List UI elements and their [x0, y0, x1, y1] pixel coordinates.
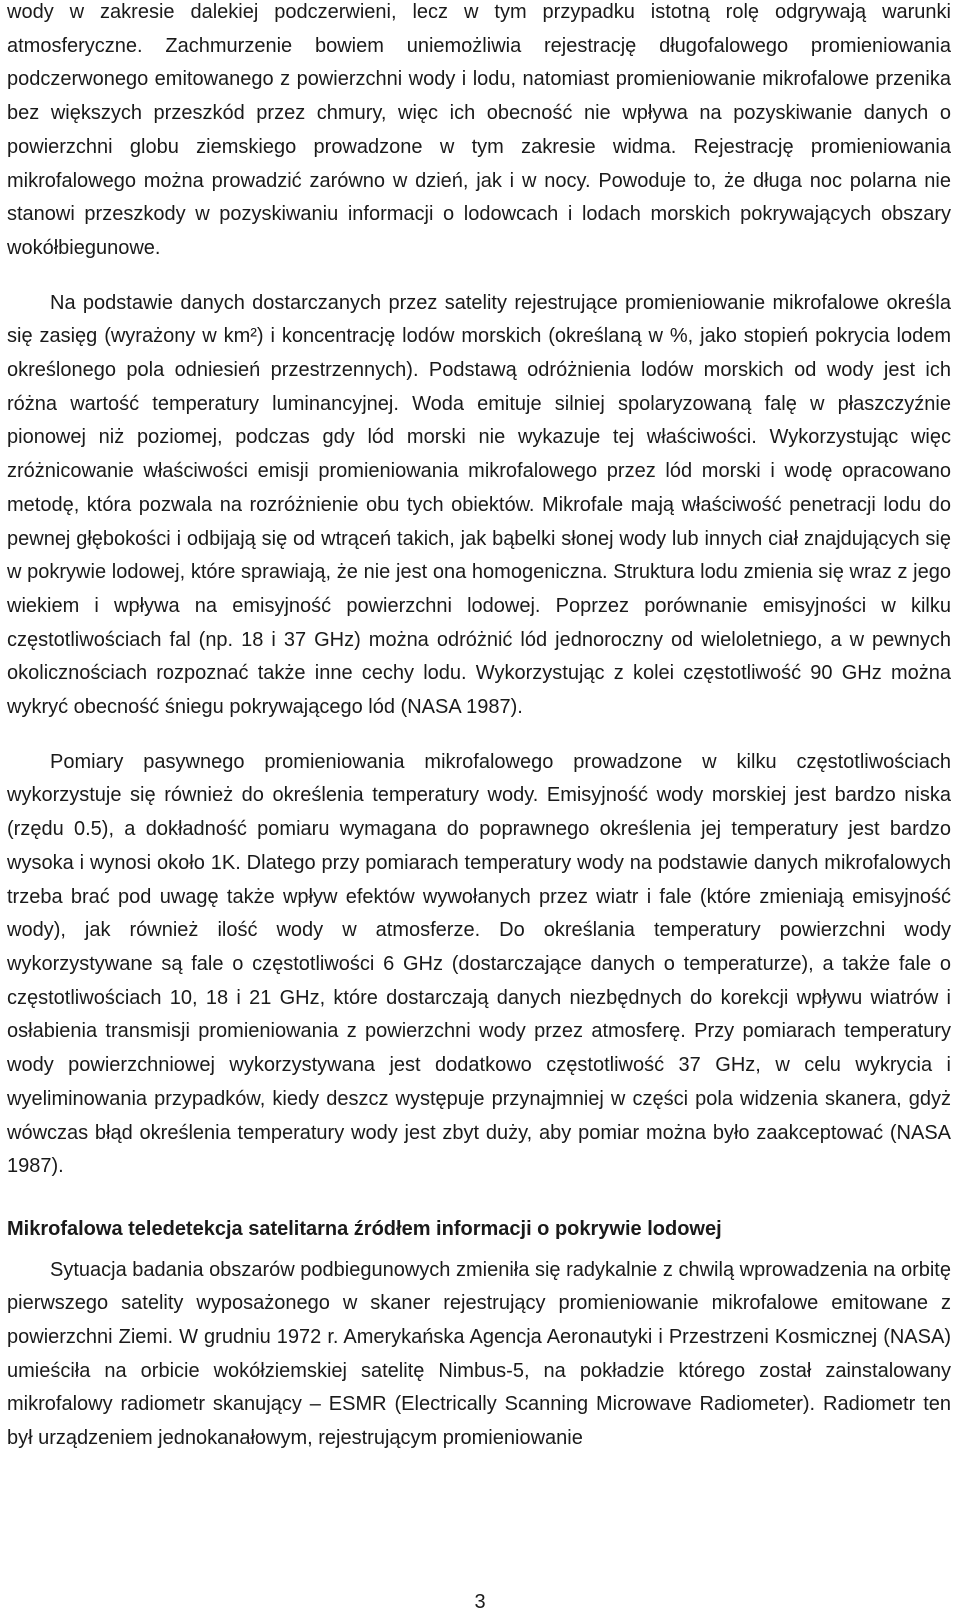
section-heading: Mikrofalowa teledetekcja satelitarna źródłem informacji o pokrywie lodowej	[7, 1217, 722, 1240]
body-text	[7, 0, 951, 1456]
paragraph-satellite-history: Sytuacja badania obszarów podbiegunowych zmieniła się radykalnie z chwilą wprowadzenia na orbitę pierwszego satelity wyposażonego w skaner rejestrujący promieniowanie mikrofalowe emitowane z powierzchni Ziemi. W grudniu 1972 r. Amerykańska Agencja Aeronautyki i Przestrzeni Kosmicznej (NASA) umieściła na orbicie wokółziemskiej satelitę Nimbus-5, na pokładzie którego został zainstalowany mikrofalowy radiometr skanujący – ESMR (Electrically Scanning Microwave Radiometer). Radiometr ten był urządzeniem jednokanałowym, rejestrującym promieniowanie	[7, 1258, 951, 1450]
paragraph-sea-ice-detection: Na podstawie danych dostarczanych przez satelity rejestrujące promieniowanie mikrofalowe określa się zasięg (wyrażony w km²) i koncentrację lodów morskich (określaną w %, jako stopień pokrycia lodem określonego pola odniesień przestrzennych). Podstawą odróżnienia lodów morskich od wody jest ich różna wartość temperatury luminancyjnej. Woda emituje silniej spolaryzowaną falę w płaszczyźnie pionowej niż poziomej, podczas gdy lód morski nie wykazuje tej właściwości. Wykorzystując więc zróżnicowanie właściwości emisji promieniowania mikrofalowego przez lód morski i wodę opracowano metodę, która pozwala na rozróżnienie obu tych obiektów. Mikrofale mają właściwość penetracji lodu do pewnej głębokości i odbijają się od wtrąceń takich, jak bąbelki słonej wody lub innych ciał znajdujących się w pokrywie lodowej, które sprawiają, że nie jest ona homogeniczna. Struktura lodu zmienia się wraz z jego wiekiem i wpływa na emisyjność powierzchni lodowej. Poprzez porównanie emisyjności w kilku częstotliwościach fal (np. 18 i 37 GHz) można odróżnić lód jednoroczny od wieloletniego, a w pewnych okolicznościach rozpoznać także inne cechy lodu. Wykorzystując z kolei częstotliwość 90 GHz można wykryć obecność śniegu pokrywającego lód (NASA 1987).	[7, 291, 951, 719]
paragraph-continuation: wody w zakresie dalekiej podczerwieni, lecz w tym przypadku istotną rolę odgrywają warunki atmosferyczne. Zachmurzenie bowiem uniemożliwia rejestrację długofalowego promieniowania podczerwonego emitowanego z powierzchni wody i lodu, natomiast promieniowanie mikrofalowe przenika bez większych przeszkód przez chmury, więc ich obecność nie wpływa na pozyskiwanie danych o powierzchni globu ziemskiego prowadzone w tym zakresie widma. Rejestrację promieniowania mikrofalowego można prowadzić zarówno w dzień, jak i w nocy. Powoduje to, że długa noc polarna nie stanowi przeszkody w pozyskiwaniu informacji o lodowcach i lodach morskich pokrywających obszary wokółbiegunowe.	[7, 1, 951, 259]
paragraph-water-temperature: Pomiary pasywnego promieniowania mikrofalowego prowadzone w kilku częstotliwościach wykorzystuje się również do określenia temperatury wody. Emisyjność wody morskiej jest bardzo niska (rzędu 0.5), a dokładność pomiaru wymagana do poprawnego określenia jej temperatury jest bardzo wysoka i wynosi około 1K. Dlatego przy pomiarach temperatury wody na podstawie danych mikrofalowych trzeba brać pod uwagę także wpływ efektów wywołanych przez wiatr i fale (które zmieniają emisyjność wody), jak również ilość wody w atmosferze. Do określania temperatury powierzchni wody wykorzystywane są fale o częstotliwości 6 GHz (dostarczające danych o temperaturze), a także fale o częstotliwościach 10, 18 i 21 GHz, które dostarczają danych niezbędnych do korekcji wpływu wiatrów i osłabienia transmisji promieniowania z powierzchni wody przez atmosferę. Przy pomiarach temperatury wody powierzchniowej wykorzystywana jest dodatkowo częstotliwość 37 GHz, w celu wykrycia i wyeliminowania przypadków, kiedy deszcz występuje przynajmniej w części pola widzenia skanera, gdyż wówczas błąd określenia temperatury wody jest zbyt duży, aby pomiar można było zaakceptować (NASA 1987).	[7, 750, 951, 1178]
page-number: 3	[474, 1591, 486, 1613]
